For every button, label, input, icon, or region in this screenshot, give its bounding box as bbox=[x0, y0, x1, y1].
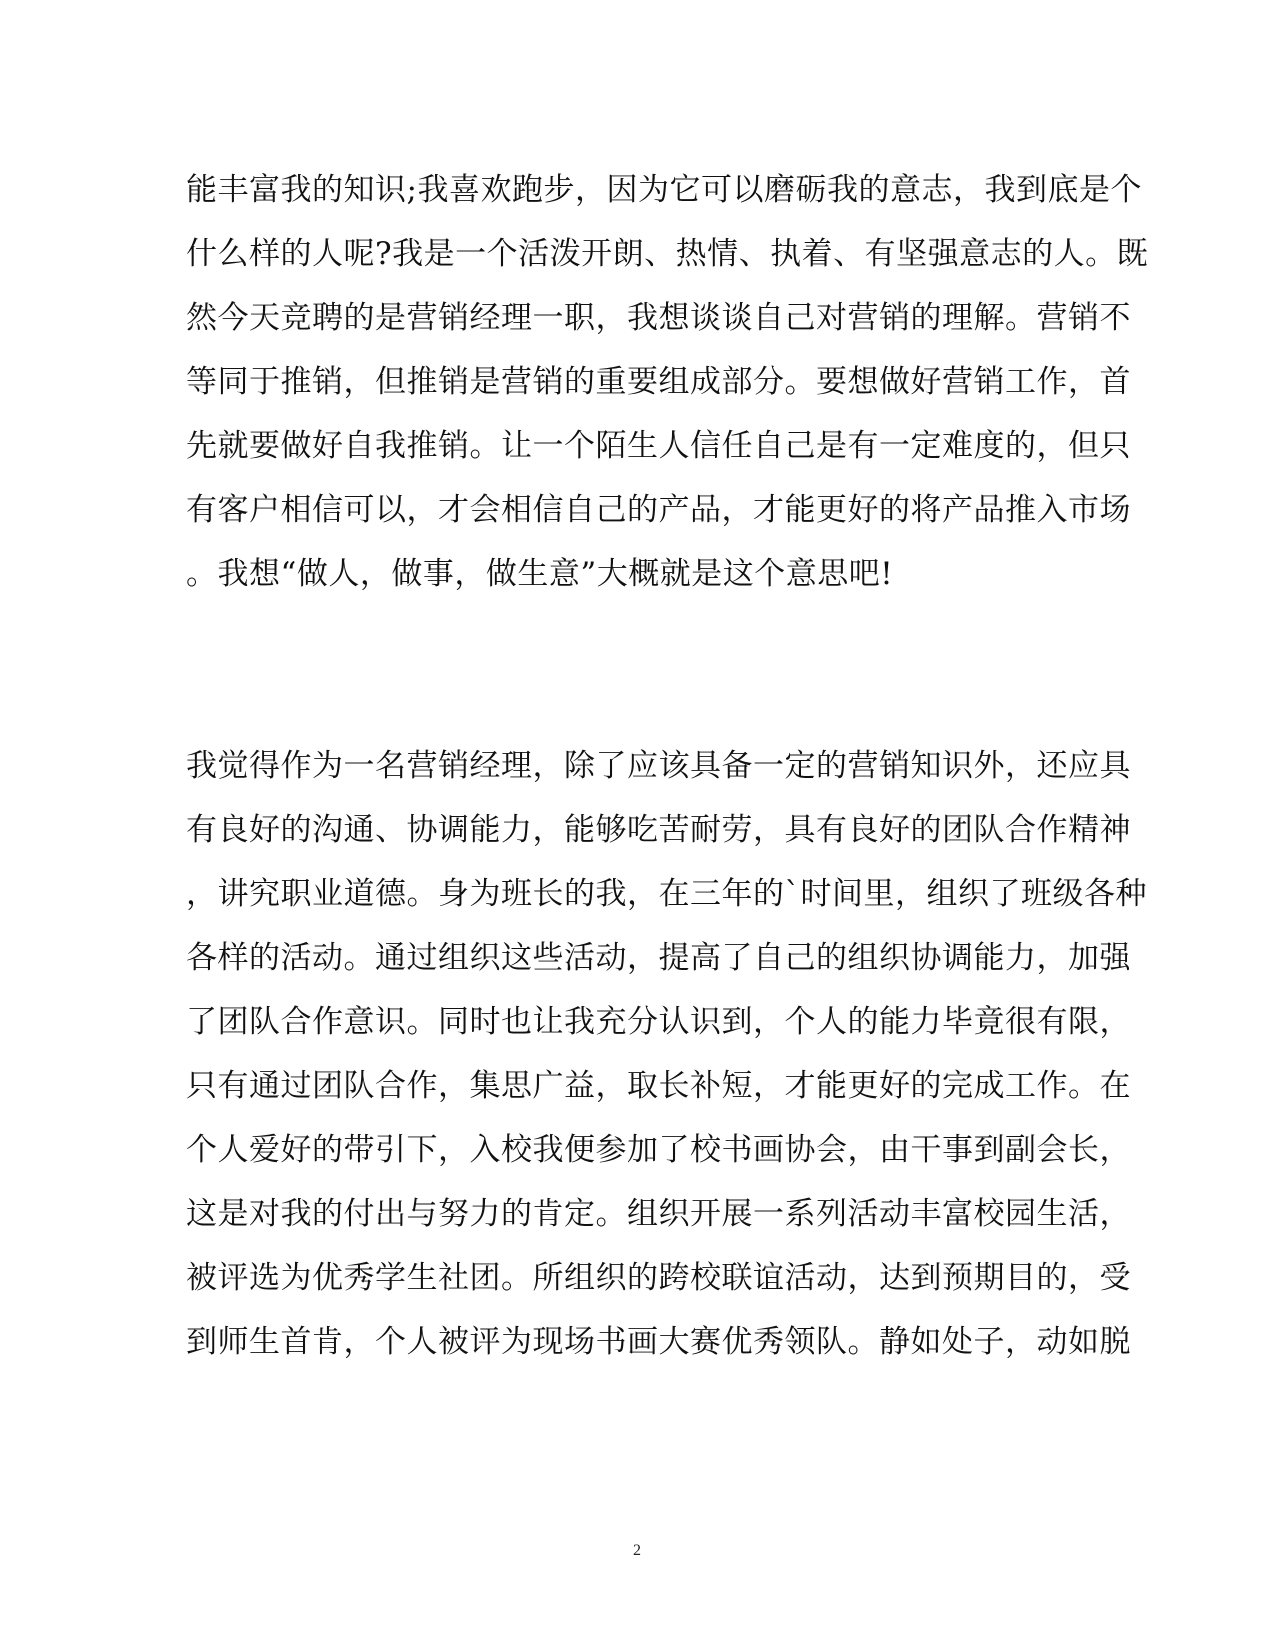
text-line: 等同于推销，但推销是营销的重要组成部分。要想做好营销工作，首 bbox=[186, 364, 1131, 400]
paragraph-2 bbox=[186, 734, 1147, 1374]
text-line: ，讲究职业道德。身为班长的我，在三年的`时间里，组织了班级各种 bbox=[186, 876, 1147, 912]
text-line: 到师生首肯，个人被评为现场书画大赛优秀领队。静如处子，动如脱 bbox=[186, 1324, 1131, 1360]
text-line: 只有通过团队合作，集思广益，取长补短，才能更好的完成工作。在 bbox=[186, 1068, 1131, 1104]
text-line: 我觉得作为一名营销经理，除了应该具备一定的营销知识外，还应具 bbox=[186, 748, 1131, 784]
paragraph-1 bbox=[186, 158, 1149, 606]
text-line: 有客户相信可以，才会相信自己的产品，才能更好的将产品推入市场 bbox=[186, 492, 1131, 528]
text-line: 先就要做好自我推销。让一个陌生人信任自己是有一定难度的，但只 bbox=[186, 428, 1131, 464]
text-line: 有良好的沟通、协调能力，能够吃苦耐劳，具有良好的团队合作精神 bbox=[186, 812, 1131, 848]
text-line: 。我想“做人，做事，做生意”大概就是这个意思吧! bbox=[186, 556, 894, 592]
text-line: 这是对我的付出与努力的肯定。组织开展一系列活动丰富校园生活， bbox=[186, 1196, 1131, 1232]
text-line: 然今天竞聘的是营销经理一职，我想谈谈自己对营销的理解。营销不 bbox=[186, 300, 1131, 336]
text-line: 能丰富我的知识;我喜欢跑步，因为它可以磨砺我的意志，我到底是个 bbox=[186, 172, 1142, 208]
text-line: 被评选为优秀学生社团。所组织的跨校联谊活动，达到预期目的，受 bbox=[186, 1260, 1131, 1296]
text-line: 了团队合作意识。同时也让我充分认识到，个人的能力毕竟很有限， bbox=[186, 1004, 1131, 1040]
text-line: 什么样的人呢?我是一个活泼开朗、热情、执着、有坚强意志的人。既 bbox=[186, 236, 1149, 272]
page-number: 2 bbox=[633, 1542, 641, 1559]
text-line: 个人爱好的带引下，入校我便参加了校书画协会，由干事到副会长， bbox=[186, 1132, 1131, 1168]
text-line: 各样的活动。通过组织这些活动，提高了自己的组织协调能力，加强 bbox=[186, 940, 1131, 976]
